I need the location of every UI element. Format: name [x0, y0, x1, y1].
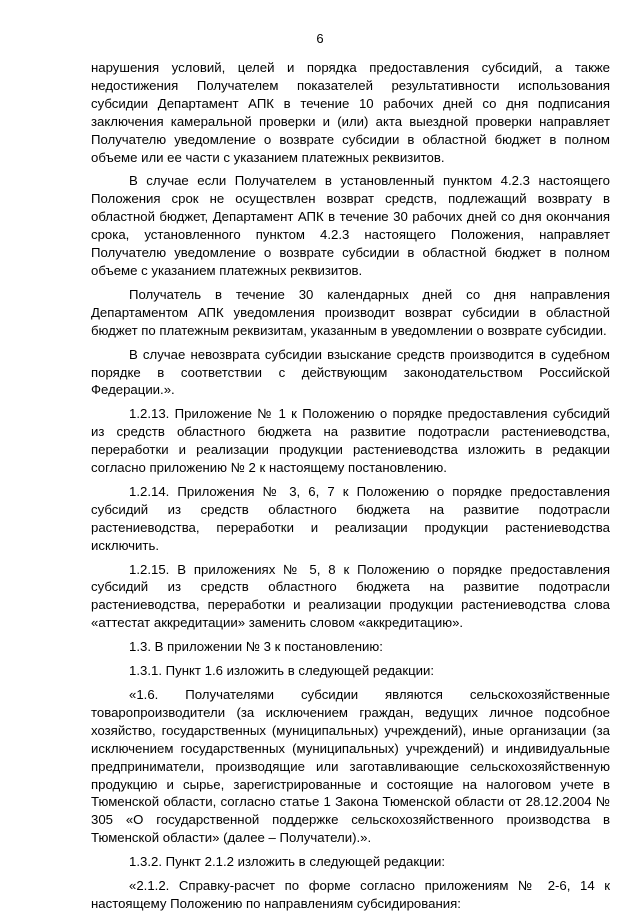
paragraph: 1.2.15. В приложениях № 5, 8 к Положению о порядке предоставления субсидий из средств областного бюджета на развитие подотрасли растениеводства, переработки и реализации продукции растениеводства слова «аттестат аккредитации» заменить словом «аккредитацию».: [91, 561, 610, 631]
paragraph: 1.3.2. Пункт 2.1.2 изложить в следующей редакции:: [129, 854, 446, 870]
page-number: 6: [316, 31, 324, 46]
paragraph: 1.2.14. Приложения № 3, 6, 7 к Положению о порядке предоставления субсидий из средств областного бюджета на развитие подотрасли растениеводства, переработки и реализации продукции растениеводства исключить.: [91, 483, 610, 553]
document-body: [91, 59, 610, 919]
paragraph: «2.1.2. Справку-расчет по форме согласно приложениям № 2-6, 14 к настоящему Положению по направлениям субсидирования:: [91, 878, 610, 911]
paragraph: В случае если Получателем в установленный пунктом 4.2.3 настоящего Положения срок не осуществлен возврат средств, подлежащий возврату в областной бюджет, Департамент АПК в течение 30 рабочих дней со дня окончания срока, установленного пунктом 4.2.3 настоящего Положения, направляет Получателю уведомление о возврате субсидии в областной бюджет в полном объеме с указанием платежных реквизитов.: [91, 173, 610, 278]
paragraph: нарушения условий, целей и порядка предоставления субсидий, а также недостижения Получателем показателей результативности использования субсидии Департамент АПК в течение 10 рабочих дней со дня подписания заключения камеральной проверки и (или) акта выездной проверки направляет Получателю уведомление о возврате субсидии в областной бюджет в полном объеме или ее части с указанием платежных реквизитов.: [91, 60, 610, 165]
paragraph: В случае невозврата субсидии взыскание средств производится в судебном порядке в соответствии с действующим законодательством Российской Федерации.».: [91, 346, 610, 398]
paragraph: «1.6. Получателями субсидии являются сельскохозяйственные товаропроизводители (за исключением граждан, ведущих личное подсобное хозяйство, государственных (муниципальных) учреждений), иные организации (за исключением государственных (муниципальных) учреждений) и индивидуальные предприниматели, производящие или заготавливающие сельскохозяйственную продукцию и сырье, зарегистрированные и состоящие на налоговом учете в Тюменской области, согласно статье 1 Закона Тюменской области от 28.12.2004 № 305 «О государственной поддержке сельскохозяйственного производства в Тюменской области» (далее – Получатели).».: [91, 687, 610, 846]
paragraph: 1.2.13. Приложение № 1 к Положению о порядке предоставления субсидий из средств областного бюджета на развитие подотрасли растениеводства, переработки и реализации продукции растениеводства изложить в редакции согласно приложению № 2 к настоящему постановлению.: [91, 406, 610, 476]
paragraph: 1.3.1. Пункт 1.6 изложить в следующей редакции:: [129, 663, 435, 679]
paragraph: Получатель в течение 30 календарных дней со дня направления Департаментом АПК уведомления производит возврат субсидии в областной бюджет по платежным реквизитам, указанным в уведомлении о возврате субсидии.: [91, 286, 610, 338]
paragraph: 1.3. В приложении № 3 к постановлению:: [129, 639, 383, 655]
